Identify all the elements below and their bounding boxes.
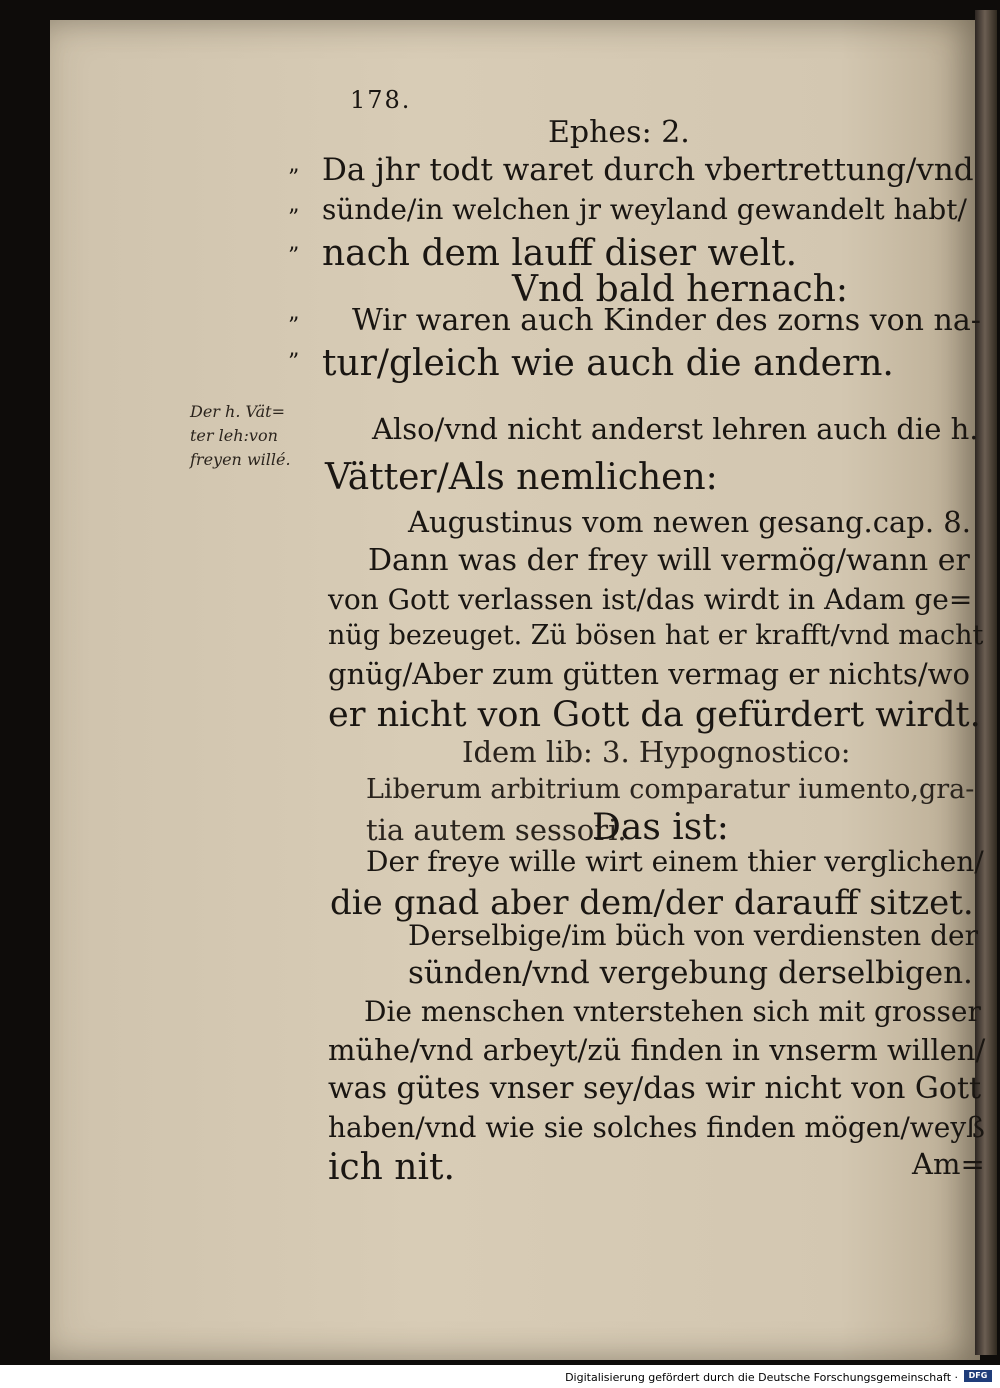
text-line: Da jhr todt waret durch vbertrettung/vnd xyxy=(322,152,974,188)
margin-note-line: ter leh:von xyxy=(190,426,278,445)
text-line: gnüg/Aber zum gütten vermag er nichts/wo xyxy=(328,657,970,691)
text-line: Wir waren auch Kinder des zorns von na- xyxy=(352,303,981,338)
text-line: was gütes vnser sey/das wir nicht von Gott xyxy=(328,1071,982,1106)
dfg-logo: DFG xyxy=(964,1370,992,1382)
quote-mark: ” xyxy=(288,244,300,269)
text-line: Vätter/Als nemlichen: xyxy=(325,457,718,498)
quote-mark: ” xyxy=(288,314,300,339)
text-line-dropcap: Also/vnd nicht anderst lehren auch die h. xyxy=(372,412,979,446)
quote-mark: ” xyxy=(288,206,300,231)
text-line: nach dem lauff diser welt. xyxy=(322,233,798,274)
text-line: Das ist: xyxy=(592,807,729,848)
text-line: Vnd bald hernach: xyxy=(512,269,849,310)
text-line: die gnad aber dem/der darauff sitzet. xyxy=(330,883,974,923)
text-line: tur/gleich wie auch die andern. xyxy=(322,343,894,384)
catchword: Am= xyxy=(912,1147,985,1181)
text-line: haben/vnd wie sie solches finden mögen/weyß xyxy=(328,1111,985,1144)
footer-bar xyxy=(0,1365,1000,1388)
text-line: er nicht von Gott da gefürdert wirdt. xyxy=(328,695,981,735)
text-line: Derselbige/im büch von verdiensten der xyxy=(408,919,978,952)
quote-mark: ” xyxy=(288,350,300,375)
text-line: sünde/in welchen jr weyland gewandelt habt/ xyxy=(322,193,967,226)
margin-note-line: freyen willé. xyxy=(190,450,291,469)
text-line: Idem lib: 3. Hypognostico: xyxy=(462,735,851,769)
text-line: Dann was der frey will vermög/wann er xyxy=(368,543,970,578)
margin-note-line: Der h. Vät= xyxy=(190,402,285,421)
footer-credit: Digitalisierung gefördert durch die Deutsche Forschungsgemeinschaft · xyxy=(565,1371,958,1384)
page-number: 178. xyxy=(350,86,412,114)
text-line: ich nit. xyxy=(328,1147,455,1188)
text-line: sünden/vnd vergebung derselbigen. xyxy=(408,955,973,991)
text-line: Die menschen vnterstehen sich mit grosser xyxy=(364,995,981,1028)
text-line: mühe/vnd arbeyt/zü finden in vnserm willen/ xyxy=(328,1033,986,1067)
text-line: nüg bezeuget. Zü bösen hat er krafft/vnd macht xyxy=(328,620,984,651)
text-line: von Gott verlassen ist/das wirdt in Adam ge= xyxy=(328,583,973,616)
text-line: Liberum arbitrium comparatur iumento,gra- xyxy=(366,774,975,805)
text-line: tia autem sessori. xyxy=(366,813,627,847)
scripture-reference: Ephes: 2. xyxy=(548,115,690,150)
text-line: Der freye wille wirt einem thier verglichen/ xyxy=(366,845,984,878)
quote-mark: ” xyxy=(288,166,300,191)
text-line: Augustinus vom newen gesang.cap. 8. xyxy=(408,505,971,539)
